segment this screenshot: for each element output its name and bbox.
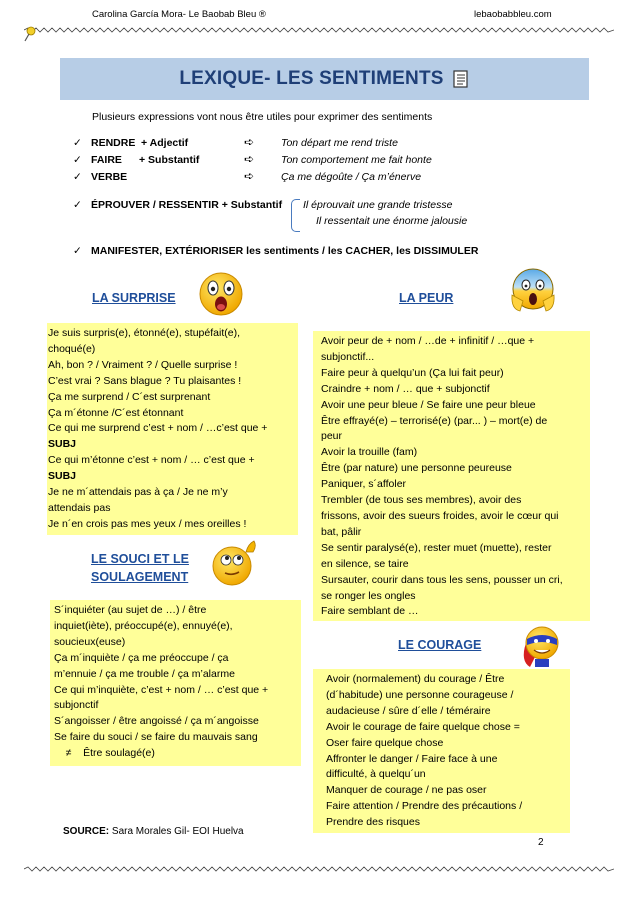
peur-line: Sursauter, courir dans tous les sens, pousser un cri, [321,573,563,586]
souci-line: Ce qui m’inquiète, c’est + nom / … c’est que + [54,683,269,696]
peur-line: frissons, avoir des sueurs froides, avoir le cœur qui [321,509,559,522]
rule-row [73,137,189,149]
eprouver-row [73,199,283,211]
intro-text: Plusieurs expressions vont nous être utiles pour exprimer des sentiments [92,111,433,123]
courage-line: Prendre des risques [326,816,420,829]
peur-line: Se sentir paralysé(e), rester muet (muette), rester [321,541,552,554]
manifester-label: MANIFESTER, EXTÉRIORISER les sentiments / les CACHER, les DISSIMULER [91,245,479,257]
surprise-line: SUBJ [48,470,77,483]
courage-line: Manquer de courage / ne pas oser [326,784,487,797]
thinking-face-icon [210,538,260,588]
souci-line: ≠ Être soulagé(e) [54,747,155,760]
peur-line: Être effrayé(e) – terrorisé(e) (par... ) – mort(e) de [321,414,548,427]
rule-verb: FAIRE [91,154,122,166]
surprise-line: Ça me surprend / C´est surprenant [48,390,211,403]
peur-line: subjonctif... [321,350,375,363]
souci-line: Se faire du souci / se faire du mauvais sang [54,731,258,744]
peur-line: Faire peur à quelqu’un (Ça lui fait peur) [321,366,504,379]
surprise-line: C’est vrai ? Sans blague ? Tu plaisantes ! [48,374,242,387]
surprise-line: Je ne m´attendais pas à ça / Je ne m’y [48,486,228,499]
page-title: LEXIQUE- LES SENTIMENTS [179,68,444,89]
peur-line: Avoir la trouille (fam) [321,446,418,459]
peur-line: bat, pâlir [321,525,362,538]
souci-line: m’ennuie / ça me trouble / ça m’alarme [54,667,235,680]
peur-line: Avoir peur de + nom / …de + infinitif / …que + [321,335,535,347]
page-number: 2 [538,837,544,848]
surprise-line: Ce qui me surprend c’est + nom / …c’est que + [48,422,268,435]
peur-line: Être (par nature) une personne peureuse [321,462,512,475]
surprise-line: Ah, bon ? / Vraiment ? / Quelle surprise ! [48,358,238,371]
rule-example: Ton départ me rend triste [281,137,398,149]
peur-line: Avoir une peur bleue / Se faire une peur bleue [321,398,536,411]
section-title-courage: LE COURAGE [398,638,482,652]
eprouver-example: Il éprouvait une grande tristesse [303,199,453,211]
title-bar [60,58,589,100]
surprise-line: attendais pas [48,501,111,514]
courage-line: Faire attention / Prendre des précautions / [326,800,523,813]
scared-face-icon [509,265,557,317]
eprouver-example: Il ressentait une énorme jalousie [316,215,468,227]
peur-line: Craindre + nom / … que + subjonctif [321,382,490,395]
peur-box [313,331,590,621]
souci-line: S´inquiéter (au sujet de …) / être [54,604,207,616]
superhero-face-icon [520,621,562,669]
souci-line: soucieux(euse) [54,635,126,648]
peur-line: peur [321,430,343,443]
top-border [24,27,614,33]
courage-line: difficulté, à quelqu´un [326,768,426,781]
bracket-divider [291,199,300,232]
eprouver-label: ÉPROUVER / RESSENTIR + Substantif [91,199,283,211]
source-label: SOURCE: [63,826,110,837]
peur-line: Paniquer, s´affoler [321,478,407,491]
notebook-icon [452,69,470,89]
arrow-right-icon: ➪ [244,135,255,149]
section-title-surprise: LA SURPRISE [92,291,176,305]
courage-line: Affronter le danger / Faire face à une [326,752,498,765]
courage-line: (d´habitude) une personne courageuse / [326,688,514,701]
courage-line: Oser faire quelque chose [326,736,444,749]
courage-box [313,669,570,833]
rule-example: Ça me dégoûte / Ça m’énerve [281,171,422,183]
souci-box [50,600,301,766]
surprise-line: Je n´en crois pas mes yeux / mes oreilles ! [48,517,247,530]
souci-line: inquiet(iète), préoccupé(e), ennuyé(e), [54,619,233,632]
section-title-peur: LA PEUR [399,291,454,305]
checkmark-icon: ✓ [73,171,82,183]
surprise-box [47,323,298,535]
rule-row [73,154,200,166]
souci-line: S´angoisser / être angoissé / ça m´angoisse [54,715,259,728]
checkmark-icon: ✓ [73,154,82,166]
section-title-souci: SOULAGEMENT [91,570,189,584]
header-author: Carolina García Mora- Le Baobab Bleu ® [92,9,266,20]
checkmark-icon: ✓ [73,137,82,149]
surprise-line: Je suis surpris(e), étonné(e), stupéfait(e), [48,327,240,339]
source-credit [63,826,244,837]
checkmark-icon: ✓ [73,199,82,211]
arrow-right-icon: ➪ [244,152,255,166]
rule-example: Ton comportement me fait honte [281,154,432,166]
rule-construction: + Adjectif [141,137,189,149]
surprise-line: Ce qui m’étonne c’est + nom / … c’est que + [48,454,255,467]
peur-line: se ronger les ongles [321,589,416,602]
rule-verb: RENDRE [91,137,136,149]
surprise-line: SUBJ [48,438,77,451]
pushpin-icon [23,26,37,42]
rule-verb: VERBE [91,171,128,183]
surprise-line: choqué(e) [48,342,96,355]
souci-line: Ça m´inquiète / ça me préoccupe / ça [54,651,229,664]
header-website: lebaobabbleu.com [474,9,552,20]
surprised-face-icon [198,271,244,317]
rule-construction: + Substantif [139,154,200,166]
manifester-row [73,245,479,257]
courage-line: Avoir (normalement) du courage / Être [326,673,505,685]
section-title-souci: LE SOUCI ET LE [91,552,189,566]
peur-line: Trembler (de tous ses membres), avoir des [321,494,522,507]
checkmark-icon: ✓ [73,245,82,257]
surprise-line: Ça m´étonne /C´est étonnant [48,406,184,419]
source-text: Sara Morales Gil- EOI Huelva [109,826,244,837]
courage-line: Avoir le courage de faire quelque chose = [326,720,520,733]
peur-line: en silence, se taire [321,557,409,570]
rule-row [73,171,128,183]
arrow-right-icon: ➪ [244,169,255,183]
souci-line: subjonctif [54,699,99,712]
peur-line: Faire semblant de … [321,605,419,618]
bottom-border [24,866,614,872]
courage-line: audacieuse / sûre d´elle / téméraire [326,704,491,717]
